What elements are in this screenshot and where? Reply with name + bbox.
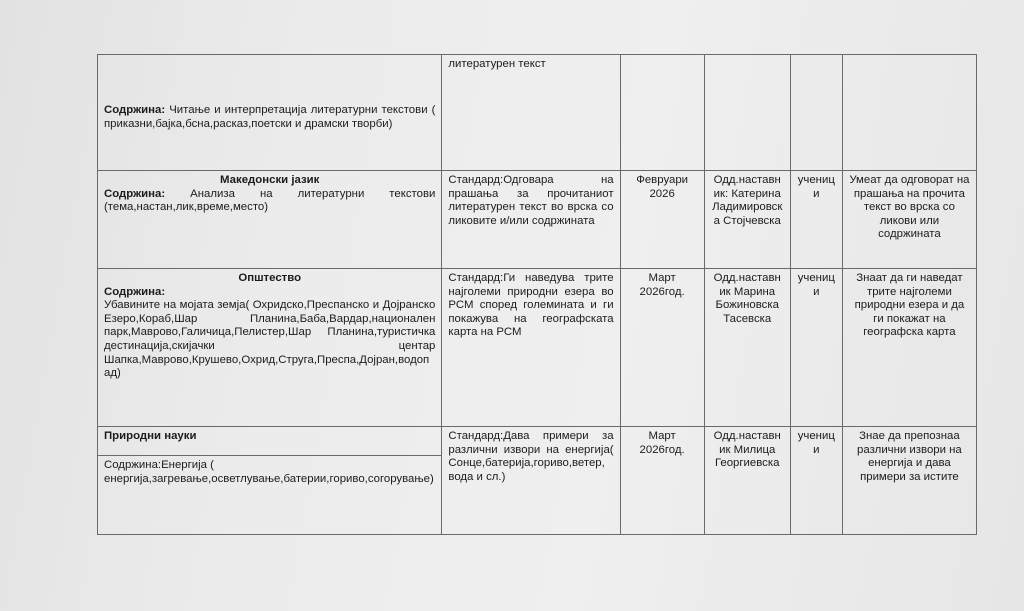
- period-cell: Февруари 2026: [620, 171, 704, 269]
- table-row: [98, 427, 977, 535]
- subject-title: Природни науки: [98, 427, 441, 456]
- content-text: Читање и интерпретација литературни текстови ( приказни,бајка,бсна,расказ,поетски и драмски творби): [104, 104, 436, 130]
- teacher-cell: Одд.наставн ик Марина Божиновска Тасевска: [704, 269, 790, 427]
- participants-cell: учениц и: [790, 427, 842, 535]
- outcome-cell: Знаат да ги наведат трите најголеми природни езера и да ги покажат на географска карта: [842, 269, 976, 427]
- standard-cell: Стандард:Ги наведува трите најголеми природни езера во РСМ според големината и ги покажува на географската карта на РСМ: [442, 269, 620, 427]
- participants-cell: учениц и: [790, 171, 842, 269]
- outcome-cell: Знае да препознаа различни извори на енергија и дава примери за истите: [842, 427, 976, 535]
- period-cell: Март 2026год.: [620, 269, 704, 427]
- content-text: Убавините на мојата земја( Охридско,Преспанско и Дојранско Езеро,Кораб,Шар Планина,Баба,Вардар,национален парк,Маврово,Галичица,Пелистер,Шар Планина,туристичка дестинација,скијачки центар Шапка,Мавровo,Крушево,Охрид,Струга,Преспа,Дојран,водопад): [104, 299, 436, 380]
- table-row: [98, 171, 977, 269]
- content-label: Содржина:: [104, 104, 166, 117]
- subject-title: Македонски јазик: [220, 174, 320, 186]
- teacher-cell: Одд.наставн ик: Катерина Ладимировск а Стојчевска: [704, 171, 790, 269]
- content-cell: [98, 55, 442, 171]
- teacher-cell: Одд.наставн ик Милица Георгиевска: [704, 427, 790, 535]
- standard-cell: литературен текст: [442, 55, 620, 171]
- outcome-cell: [842, 55, 976, 171]
- outcome-cell: Умеат да одговорат на прашања на прочита текст во врска со ликови или содржината: [842, 171, 976, 269]
- content-label: Содржина:: [104, 187, 166, 200]
- standard-cell: Стандард:Одговара на прашања за прочитаниот литературен текст во врска со ликовите и/или содржината: [442, 171, 620, 269]
- period-cell: [620, 55, 704, 171]
- standard-cell: Стандард:Дава примери за различни извори на енергија( Сонце,батерија,гориво,ветер, вода и сл.): [442, 427, 620, 535]
- content-text: Анализа на литературни текстови (тема,настан,лик,време,место): [104, 187, 436, 214]
- table-row: [98, 269, 977, 427]
- period-cell: Март 2026год.: [620, 427, 704, 535]
- content-cell: [98, 427, 442, 535]
- content-label: Содржина:: [104, 285, 166, 298]
- subject-title: Општество: [238, 272, 302, 284]
- table-row: [98, 55, 977, 171]
- teacher-cell: [704, 55, 790, 171]
- content-cell: [98, 171, 442, 269]
- content-cell: [98, 269, 442, 427]
- content-text: Содржина:Енергија ( енергија,загревање,осветлување,батерии,гориво,согорување): [104, 459, 434, 485]
- participants-cell: учениц и: [790, 269, 842, 427]
- participants-cell: [790, 55, 842, 171]
- curriculum-table: [97, 54, 977, 535]
